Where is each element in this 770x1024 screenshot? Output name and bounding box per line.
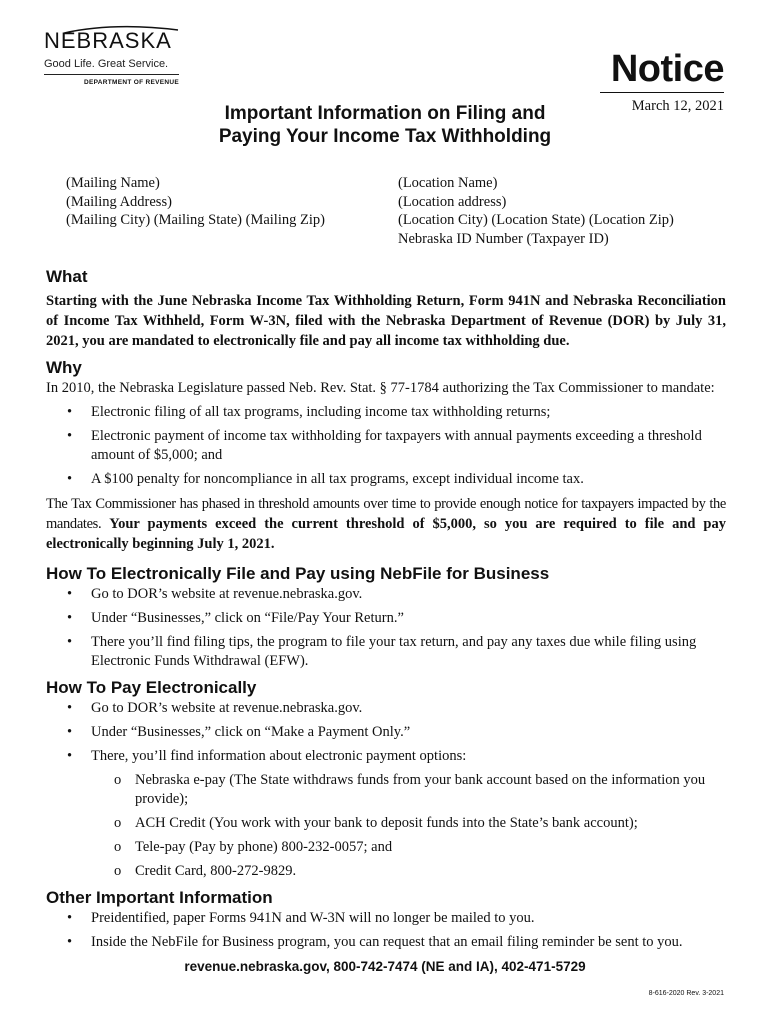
why-list	[46, 403, 726, 489]
how-to-pay-list	[46, 699, 726, 766]
why-closing-text: The Tax Commissioner has phased in threshold amounts over time to provide enough notice for taxpayers impacted by the mandates.	[46, 495, 726, 532]
what-paragraph: Starting with the June Nebraska Income Tax Withholding Return, Form 941N and Nebraska Reconciliation of Income Tax Withheld, Form W-3N, filed with the Nebraska Department of Revenue (DOR) by July 31, 2021, you are mandated to electronically file and pay all income tax withholding due.	[46, 293, 726, 349]
list-item: • Electronic payment of income tax withholding for taxpayers with annual payments exceeding a threshold amount of $5,000; and	[67, 427, 702, 463]
mailing-address: (Mailing Address)	[66, 193, 172, 210]
payment-options-list	[46, 771, 726, 881]
list-item: • Under “Businesses,” click on “Make a Payment Only.”	[67, 723, 411, 740]
section-heading-what: What	[46, 267, 88, 286]
circle-bullet-icon: o	[114, 771, 122, 788]
circle-bullet-icon: o	[114, 838, 122, 855]
list-item: o Nebraska e-pay (The State withdraws funds from your bank account based on the information you provide);	[114, 771, 706, 807]
notice-date: March 12, 2021	[631, 98, 724, 114]
logo-swoosh-icon	[44, 24, 184, 34]
mailing-address-block	[66, 174, 325, 230]
why-closing	[46, 494, 726, 554]
section-heading-how-to-pay: How To Pay Electronically	[46, 677, 257, 697]
location-city-state-zip: (Location City) (Location State) (Location Zip)	[398, 212, 674, 229]
bullet-icon: •	[67, 633, 73, 650]
bullet-icon: •	[67, 585, 73, 602]
list-item: o ACH Credit (You work with your bank to deposit funds into the State’s bank account);	[114, 814, 638, 831]
bullet-icon: •	[67, 427, 73, 444]
list-item: • Go to DOR’s website at revenue.nebraska.gov.	[67, 699, 363, 716]
title-line: Paying Your Income Tax Withholding	[218, 126, 552, 147]
list-item: o Tele-pay (Pay by phone) 800-232-0057; and	[114, 838, 393, 855]
logo-wordmark: NEBRASKA	[44, 28, 172, 53]
bullet-icon: •	[67, 933, 73, 950]
department-logo	[44, 30, 184, 86]
list-item: • A $100 penalty for noncompliance in all tax programs, except individual income tax.	[67, 470, 584, 487]
list-item: • Inside the NebFile for Business program, you can request that an email filing reminder be sent to you.	[67, 933, 683, 950]
list-item: o Credit Card, 800-272-9829.	[114, 862, 297, 879]
location-name: (Location Name)	[398, 175, 498, 191]
section-heading-how-to-file: How To Electronically File and Pay using NebFile for Business	[46, 563, 550, 583]
list-item: • Go to DOR’s website at revenue.nebraska.gov.	[67, 585, 363, 602]
list-item: • There, you’ll find information about electronic payment options:	[67, 747, 467, 764]
bullet-icon: •	[67, 470, 73, 487]
mailing-city-state-zip: (Mailing City) (Mailing State) (Mailing Zip)	[66, 212, 325, 229]
list-item: • Preidentified, paper Forms 941N and W-3N will no longer be mailed to you.	[67, 909, 535, 926]
location-address-block	[398, 174, 674, 248]
form-number: 8-616-2020 Rev. 3-2021	[648, 990, 724, 997]
circle-bullet-icon: o	[114, 814, 122, 831]
nebraska-id-number: Nebraska ID Number (Taxpayer ID)	[398, 230, 609, 247]
circle-bullet-icon: o	[114, 862, 122, 879]
document-title	[180, 102, 590, 148]
logo-department: DEPARTMENT OF REVENUE	[44, 74, 179, 86]
location-address: (Location address)	[398, 193, 507, 210]
bullet-icon: •	[67, 609, 73, 626]
notice-body	[46, 266, 726, 957]
why-closing-emphasis: Your payments exceed the current threshold of $5,000, so you are required to file and pay electronically beginning July 1, 2021.	[46, 515, 726, 552]
list-item: • Electronic filing of all tax programs, including income tax withholding returns;	[67, 403, 551, 420]
bullet-icon: •	[67, 403, 73, 420]
bullet-icon: •	[67, 747, 73, 764]
notice-heading: Notice	[610, 48, 724, 90]
how-to-file-list	[46, 585, 726, 671]
bullet-icon: •	[67, 723, 73, 740]
bullet-icon: •	[67, 699, 73, 716]
bullet-icon: •	[67, 909, 73, 926]
title-line: Important Information on Filing and	[224, 103, 546, 124]
mailing-name: (Mailing Name)	[66, 175, 160, 191]
section-heading-other: Other Important Information	[46, 887, 273, 907]
list-item: • Under “Businesses,” click on “File/Pay Your Return.”	[67, 609, 404, 626]
section-heading-why: Why	[46, 358, 82, 377]
header-rule	[600, 92, 724, 93]
footer-contact: revenue.nebraska.gov, 800-742-7474 (NE and IA), 402-471-5729	[184, 959, 586, 974]
list-item: • There you’ll find filing tips, the program to file your tax return, and pay any taxes due while filing using Electronic Funds Withdrawal (EFW).	[67, 633, 697, 669]
why-intro: In 2010, the Nebraska Legislature passed Neb. Rev. Stat. § 77-1784 authorizing the Tax Commissioner to mandate:	[46, 380, 715, 396]
other-info-list	[46, 909, 726, 952]
logo-tagline: Good Life. Great Service.	[44, 58, 169, 70]
